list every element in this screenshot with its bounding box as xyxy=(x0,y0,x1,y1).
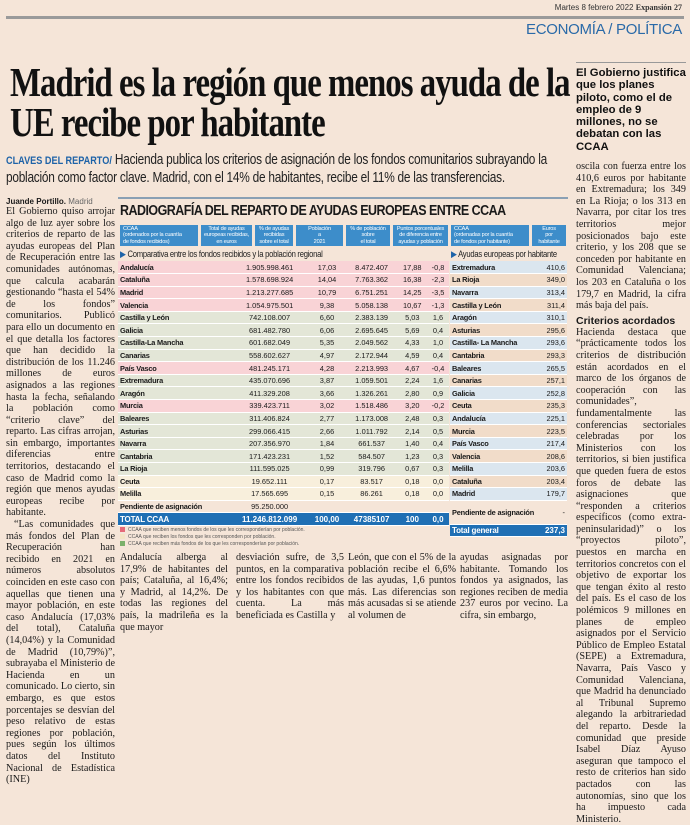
cell-ccaa: Cataluña xyxy=(450,475,541,488)
cell-ccaa: Andalucía xyxy=(118,261,231,274)
table-row xyxy=(118,261,449,274)
table-row xyxy=(118,425,449,438)
cell-pct-ayudas: 2,77 xyxy=(308,412,345,425)
cell-ayudas: 1.578.698.924 xyxy=(231,274,309,287)
right-column-p2: Hacienda destaca que “prácticamente todos los criterios de distribución están acordados en el marco de los órganos de cooperación con las comunidades”, fundamentalmente las conferencias sectoriales celebradas por los Ministerios con los territorios, si bien justifica que queden fuera de estos foros de debate las asignaciones que “responden a criterios específicos (como extra-peninsularidad)” o los “proyectos piloto”, puestos en marcha en territorios concretos con el objetivo de exportar los que tengan éxito al resto del país. Es el caso de los polémicos 9 millones en planes de empleo asignados por el Servicio Público de Empleo Estatal (SEPE) a Extremadura, Navarra, País Vasco y Comunidad Valenciana, que Madrid ha denunciado al Tribunal Supremo alegando la arbitrariedad del reparto. Desde la comunidad que preside Isabel Díaz Ayuso aseguran que tampoco el resto de criterios han sido pactados con las autonomías, sino que los ha impuesto cada Ministerio. xyxy=(576,326,686,825)
cell-euros: 208,6 xyxy=(541,450,567,463)
table-row xyxy=(450,475,567,488)
cell-euros: 179,7 xyxy=(541,488,567,501)
cell-poblacion: 2.695.645 xyxy=(346,324,398,337)
cell-poblacion: 2.383.139 xyxy=(346,311,398,324)
table-row xyxy=(450,337,567,350)
cell-pct-ayudas: 14,04 xyxy=(308,274,345,287)
cell-pct-poblacion: 10,67 xyxy=(398,299,427,312)
right-column-subheading: Criterios acordados xyxy=(576,314,676,327)
cell-poblacion: 47385107 xyxy=(346,513,398,526)
cell-ccaa: Melilla xyxy=(118,488,231,501)
cell-pct-poblacion: 17,88 xyxy=(398,261,427,274)
cell-poblacion: 1.059.501 xyxy=(346,374,398,387)
cell-euros: 293,6 xyxy=(541,337,567,350)
cell-pct-poblacion: 100 xyxy=(398,513,427,526)
cell-ccaa: Extremadura xyxy=(450,261,541,274)
table-row xyxy=(118,387,449,400)
cell-pct-ayudas: 4,97 xyxy=(308,349,345,362)
cell-pct-poblacion: 2,48 xyxy=(398,412,427,425)
cell-pct-ayudas: 0,17 xyxy=(308,475,345,488)
cell-pct-ayudas: 100,00 xyxy=(308,513,345,526)
cell-pct-ayudas: 5,35 xyxy=(308,337,345,350)
cell-diferencia: 0,3 xyxy=(427,463,449,476)
table-row xyxy=(118,475,449,488)
cell-ayudas: 311.406.824 xyxy=(231,412,309,425)
cell-pct-poblacion: 5,69 xyxy=(398,324,427,337)
triangle-icon: ▶ xyxy=(451,249,457,259)
cell-diferencia: 1,0 xyxy=(427,337,449,350)
main-table xyxy=(118,261,449,526)
table-row xyxy=(450,286,567,299)
cell-pct-ayudas: 6,60 xyxy=(308,311,345,324)
cell-ccaa: Ceuta xyxy=(450,400,541,413)
col-header-pct-poblacion: % de población sobre el total xyxy=(346,225,390,246)
cell-pct-ayudas: 3,87 xyxy=(308,374,345,387)
bottom-column-4: ayudas asignadas por habitante. Tomando los fondos ya asignados, las regiones reciben de media 237 euros por vecino. La cifra, sin embargo, xyxy=(460,552,568,621)
subheadline-text: Hacienda publica los criterios de asignación de los fondos comunitarios subrayando la población como factor clave. Madrid, con el 14% de habitantes, recibe el 11% de las transferencias. xyxy=(6,152,547,186)
cell-ccaa: Castilla- La Mancha xyxy=(450,337,541,350)
cell-pct-poblacion: 2,24 xyxy=(398,374,427,387)
cell-ayudas: 601.682.049 xyxy=(231,337,309,350)
legend-item-equal: CCAA que reciben los fondos que les corresponden por población. xyxy=(120,534,445,541)
table-row xyxy=(450,463,567,476)
table-subtitle: ▶ Comparativa entre los fondos recibidos y la población regional xyxy=(120,249,323,259)
table-row xyxy=(450,387,567,400)
cell-ccaa: Baleares xyxy=(118,412,231,425)
cell-pct-poblacion: 3,20 xyxy=(398,400,427,413)
cell-poblacion: 1.173.008 xyxy=(346,412,398,425)
cell-ccaa: Valencia xyxy=(450,450,541,463)
cell-euros: 310,1 xyxy=(541,311,567,324)
table-row xyxy=(118,463,449,476)
cell-diferencia: 0,0 xyxy=(427,475,449,488)
table-row xyxy=(118,400,449,413)
cell-ccaa: Navarra xyxy=(118,437,231,450)
cell-ayudas: 681.482.780 xyxy=(231,324,309,337)
table-row xyxy=(450,437,567,450)
col-header-poblacion: Población a 2021 xyxy=(296,225,343,246)
cell-ccaa: Total general xyxy=(450,524,541,537)
cell-ccaa: Galicia xyxy=(450,387,541,400)
cell-ayudas: 435.070.696 xyxy=(231,374,309,387)
table-row xyxy=(450,349,567,362)
cell-euros: 225,1 xyxy=(541,412,567,425)
cell-poblacion: 2.049.562 xyxy=(346,337,398,350)
dateline xyxy=(555,3,682,12)
table-row xyxy=(118,488,449,501)
triangle-icon: ▶ xyxy=(120,249,126,259)
cell-ayudas: 207.356.970 xyxy=(231,437,309,450)
cell-pct-ayudas: 0,99 xyxy=(308,463,345,476)
cell-pct-ayudas: 10,79 xyxy=(308,286,345,299)
cell-poblacion: 7.763.362 xyxy=(346,274,398,287)
cell-poblacion: 1.326.261 xyxy=(346,387,398,400)
table-row xyxy=(118,412,449,425)
cell-euros: 252,8 xyxy=(541,387,567,400)
cell-poblacion xyxy=(346,500,398,513)
cell-ccaa: Cataluña xyxy=(118,274,231,287)
cell-ccaa: Ceuta xyxy=(118,475,231,488)
table-row xyxy=(450,261,567,274)
col-header-euros: Euros por habitante xyxy=(532,225,566,246)
cell-ccaa: Galicia xyxy=(118,324,231,337)
col-header-ayudas: Total de ayudas europeas recibidas, en euros xyxy=(201,225,252,246)
cell-diferencia: 0,4 xyxy=(427,324,449,337)
legend-swatch xyxy=(120,527,125,532)
table-row xyxy=(118,324,449,337)
table-row xyxy=(118,500,449,513)
headline-block xyxy=(6,59,570,187)
headline: Madrid es la región que menos ayuda de la UE recibe por habitante xyxy=(10,59,570,145)
cell-ccaa: Extremadura xyxy=(118,374,231,387)
cell-diferencia: 1,6 xyxy=(427,311,449,324)
cell-ccaa: Baleares xyxy=(450,362,541,375)
table-row xyxy=(450,412,567,425)
cell-poblacion: 584.507 xyxy=(346,450,398,463)
table-row xyxy=(450,500,567,524)
cell-poblacion: 6.751.251 xyxy=(346,286,398,299)
cell-ccaa: Aragón xyxy=(118,387,231,400)
cell-ayudas: 339.423.711 xyxy=(231,400,309,413)
legend-swatch xyxy=(120,541,125,546)
cell-ccaa: Asturias xyxy=(450,324,541,337)
cell-ccaa: Cantabria xyxy=(450,349,541,362)
cell-ayudas: 111.595.025 xyxy=(231,463,309,476)
bottom-column-1: Andalucía alberga al 17,9% de habitantes del país; Cataluña, al 16,4%; y Madrid, al 14,2%. De todas las regiones del país, la madrileña es la que mayor xyxy=(120,552,228,633)
table-row xyxy=(118,274,449,287)
table-row xyxy=(450,362,567,375)
table-row xyxy=(450,425,567,438)
cell-poblacion: 2.172.944 xyxy=(346,349,398,362)
cell-diferencia: -2,3 xyxy=(427,274,449,287)
cell-euros: 217,4 xyxy=(541,437,567,450)
cell-ccaa: Murcia xyxy=(118,400,231,413)
cell-pct-ayudas: 1,52 xyxy=(308,450,345,463)
cell-pct-poblacion: 4,67 xyxy=(398,362,427,375)
cell-pct-ayudas: 9,38 xyxy=(308,299,345,312)
cell-pct-poblacion: 16,38 xyxy=(398,274,427,287)
table-row xyxy=(118,337,449,350)
cell-ayudas: 95.250.000 xyxy=(231,500,309,513)
cell-euros: 235,3 xyxy=(541,400,567,413)
cell-poblacion: 5.058.138 xyxy=(346,299,398,312)
cell-poblacion: 83.517 xyxy=(346,475,398,488)
cell-diferencia: 0,3 xyxy=(427,450,449,463)
cell-ayudas: 481.245.171 xyxy=(231,362,309,375)
table-legend xyxy=(120,527,445,548)
paper-name: Expansión xyxy=(635,3,672,12)
table-row xyxy=(450,400,567,413)
bottom-column-2: desviación sufre, de 3,5 puntos, en la comparativa entre los fondos recibidos y los habitantes con que cuenta. La más beneficiada es Castilla y xyxy=(236,552,344,621)
table-row xyxy=(118,349,449,362)
cell-ccaa: Melilla xyxy=(450,463,541,476)
table-row xyxy=(450,324,567,337)
cell-poblacion: 319.796 xyxy=(346,463,398,476)
cell-pct-poblacion: 1,23 xyxy=(398,450,427,463)
cell-diferencia: -1,3 xyxy=(427,299,449,312)
cell-ccaa: Madrid xyxy=(450,488,541,501)
cell-pct-ayudas: 2,66 xyxy=(308,425,345,438)
place: Madrid xyxy=(68,197,93,206)
left-column xyxy=(6,197,115,786)
cell-ccaa: País Vasco xyxy=(118,362,231,375)
table-row xyxy=(450,299,567,312)
cell-diferencia: -0,4 xyxy=(427,362,449,375)
cell-ccaa: Andalucía xyxy=(450,412,541,425)
cell-pct-poblacion: 4,59 xyxy=(398,349,427,362)
cell-ayudas: 11.246.812.099 xyxy=(231,513,309,526)
cell-ccaa: Pendiente de asignación xyxy=(118,500,231,513)
cell-euros: 237,3 xyxy=(541,524,567,537)
cell-ayudas: 19.652.111 xyxy=(231,475,309,488)
cell-ayudas: 1.054.975.501 xyxy=(231,299,309,312)
cell-ayudas: 1.905.998.461 xyxy=(231,261,309,274)
cell-euros: 313,4 xyxy=(541,286,567,299)
cell-diferencia: -0,2 xyxy=(427,400,449,413)
cell-ccaa: La Rioja xyxy=(450,274,541,287)
legend-swatch xyxy=(120,534,125,539)
cell-ccaa: Valencia xyxy=(118,299,231,312)
cell-diferencia: -3,5 xyxy=(427,286,449,299)
cell-pct-poblacion: 0,18 xyxy=(398,488,427,501)
cell-ccaa: Madrid xyxy=(118,286,231,299)
cell-ccaa: Cantabria xyxy=(118,450,231,463)
cell-pct-ayudas xyxy=(308,500,345,513)
cell-ayudas: 17.565.695 xyxy=(231,488,309,501)
table-row xyxy=(450,311,567,324)
cell-ayudas: 171.423.231 xyxy=(231,450,309,463)
cell-diferencia: -0,8 xyxy=(427,261,449,274)
cell-euros: 311,4 xyxy=(541,299,567,312)
cell-pct-ayudas: 6,06 xyxy=(308,324,345,337)
cell-diferencia: 0,9 xyxy=(427,387,449,400)
page-number: 27 xyxy=(674,3,682,12)
section-label: ECONOMÍA / POLÍTICA xyxy=(526,21,682,38)
cell-ccaa: Canarias xyxy=(450,374,541,387)
table-row xyxy=(118,286,449,299)
cell-ayudas: 742.108.007 xyxy=(231,311,309,324)
table-rule xyxy=(118,197,568,199)
cell-poblacion: 2.213.993 xyxy=(346,362,398,375)
cell-pct-ayudas: 17,03 xyxy=(308,261,345,274)
legend-item-less: CCAA que reciben menos fondos de los que les corresponderían por población. xyxy=(120,527,445,534)
cell-diferencia: 0,4 xyxy=(427,349,449,362)
right-column-p1: oscila con fuerza entre los 410,6 euros por habitante en Extremadura; los 349 en La Rioja; o los 313 en Navarra, por citar los tres territorios mejor posicionados bajo este criterio, y los 208 que se conceden por habitante en Comunidad Valenciana; los 203 en Cataluña o los 179,7 en Madrid, la cifra más baja del país. xyxy=(576,161,686,312)
cell-pct-poblacion: 1,40 xyxy=(398,437,427,450)
table-row xyxy=(118,513,449,526)
cell-euros: 203,6 xyxy=(541,463,567,476)
cell-ccaa: Aragón xyxy=(450,311,541,324)
cell-diferencia xyxy=(427,500,449,513)
cell-ccaa: País Vasco xyxy=(450,437,541,450)
cell-pct-poblacion: 14,25 xyxy=(398,286,427,299)
cell-ccaa: Canarias xyxy=(118,349,231,362)
table-row xyxy=(450,450,567,463)
cell-ccaa: Murcia xyxy=(450,425,541,438)
cell-ayudas: 1.213.277.685 xyxy=(231,286,309,299)
cell-pct-ayudas: 4,28 xyxy=(308,362,345,375)
col-header-ccaa: CCAA (ordenados por la cuantía de fondos recibidos) xyxy=(120,225,198,246)
table-row xyxy=(118,374,449,387)
subheadline xyxy=(6,152,570,187)
table-row xyxy=(450,488,567,501)
byline xyxy=(6,197,115,206)
cell-diferencia: 0,4 xyxy=(427,437,449,450)
header-rule xyxy=(6,16,684,19)
cell-poblacion: 661.537 xyxy=(346,437,398,450)
cell-pct-ayudas: 1,84 xyxy=(308,437,345,450)
kicker: CLAVES DEL REPARTO/ xyxy=(6,155,112,167)
cell-poblacion: 8.472.407 xyxy=(346,261,398,274)
cell-ccaa: TOTAL CCAA xyxy=(118,513,231,526)
cell-pct-poblacion: 0,18 xyxy=(398,475,427,488)
table-row xyxy=(118,450,449,463)
cell-diferencia: 0,0 xyxy=(427,488,449,501)
date: Martes 8 febrero 2022 xyxy=(554,3,634,12)
table-row xyxy=(118,299,449,312)
cell-ccaa: La Rioja xyxy=(118,463,231,476)
cell-ccaa: Navarra xyxy=(450,286,541,299)
cell-euros: 223,5 xyxy=(541,425,567,438)
cell-poblacion: 1.518.486 xyxy=(346,400,398,413)
table-row xyxy=(118,362,449,375)
right-column xyxy=(576,62,686,825)
cell-euros: 295,6 xyxy=(541,324,567,337)
cell-diferencia: 0,0 xyxy=(427,513,449,526)
cell-ccaa: Castilla-La Mancha xyxy=(118,337,231,350)
table-row xyxy=(118,311,449,324)
cell-ayudas: 558.602.627 xyxy=(231,349,309,362)
cell-diferencia: 0,5 xyxy=(427,425,449,438)
legend-item-more: CCAA que reciben más fondos de los que les corresponderían por población. xyxy=(120,541,445,548)
cell-ccaa: Asturias xyxy=(118,425,231,438)
cell-diferencia: 1,6 xyxy=(427,374,449,387)
cell-ccaa: Pendiente de asignación xyxy=(450,500,541,524)
table-title: RADIOGRAFÍA DEL REPARTO DE AYUDAS EUROPEAS ENTRE CCAA xyxy=(120,203,506,219)
table-row xyxy=(450,274,567,287)
col-header-ccaa-habitante: CCAA (ordenadas por la cuantía de fondos por habitante) xyxy=(451,225,529,246)
cell-pct-ayudas: 3,66 xyxy=(308,387,345,400)
cell-ccaa: Castilla y León xyxy=(118,311,231,324)
cell-euros: 349,0 xyxy=(541,274,567,287)
bottom-column-3: León, que con el 5% de la población recibe el 6,6% de las ayudas, 1,6 puntos más. Las diferencias son más acusadas si se atiende al volumen de xyxy=(348,552,456,621)
cell-diferencia: 0,3 xyxy=(427,412,449,425)
col-header-diferencia: Puntos porcentuales de diferencia entre ayudas y población xyxy=(393,225,448,246)
cell-ayudas: 299.066.415 xyxy=(231,425,309,438)
cell-euros: 257,1 xyxy=(541,374,567,387)
cell-euros: - xyxy=(541,500,567,524)
author: Juande Portillo. xyxy=(6,197,67,206)
cell-euros: 203,4 xyxy=(541,475,567,488)
table-row xyxy=(450,524,567,537)
cell-pct-poblacion: 4,33 xyxy=(398,337,427,350)
cell-pct-poblacion: 5,03 xyxy=(398,311,427,324)
right-table-subtitle: ▶ Ayudas europeas por habitante xyxy=(451,249,557,259)
sidebar-headline: El Gobierno justifica que los planes piloto, como el de empleo de 9 millones, no se debatan con las CCAA xyxy=(576,62,686,153)
cell-ccaa: Castilla y León xyxy=(450,299,541,312)
col-header-pct-ayudas: % de ayudas recibidas sobre el total xyxy=(255,225,293,246)
cell-euros: 265,5 xyxy=(541,362,567,375)
table-row xyxy=(450,374,567,387)
cell-pct-poblacion: 2,14 xyxy=(398,425,427,438)
cell-pct-poblacion: 2,80 xyxy=(398,387,427,400)
cell-pct-ayudas: 0,15 xyxy=(308,488,345,501)
cell-euros: 293,3 xyxy=(541,349,567,362)
cell-pct-poblacion: 0,67 xyxy=(398,463,427,476)
cell-poblacion: 86.261 xyxy=(346,488,398,501)
cell-pct-poblacion xyxy=(398,500,427,513)
cell-poblacion: 1.011.792 xyxy=(346,425,398,438)
left-column-p2: “Las comunidades que más fondos del Plan de Recuperación han recibido en 2021 en números absolutos coinciden en este caso con aquellas que tienen una mayor población, en este caso Andalucía (17,03% del total), Cataluña (14,04%) y la Comunidad de Madrid (10,79%)”, subrayaba el Ministerio de Hacienda en un comunicado. Lo cierto, sin embargo, es que estos porcentajes se desvían del peso relativo de estas regiones por población, pues según los últimos datos del Instituto Nacional de Estadística (INE) xyxy=(6,519,115,786)
cell-euros: 410,6 xyxy=(541,261,567,274)
table-row xyxy=(118,437,449,450)
cell-pct-ayudas: 3,02 xyxy=(308,400,345,413)
per-capita-table xyxy=(450,261,567,537)
cell-ayudas: 411.329.208 xyxy=(231,387,309,400)
left-column-p1: El Gobierno quiso arrojar algo de luz ayer sobre los criterios de reparto de las ayudas europeas del Plan de Recuperación entre las comunidades autónomas, que calcula acabarán gestionando “hasta el 54% de los fondos” comunitarios. Publicó para ello un documento en el que detalla los factores que han decidido la distribución de los 11.246 millones de euros asignados a las regiones hasta la fecha, señalando la población como “criterio clave” del reparto. Las cifras arrojan, sin embargo, importantes diferencias entre territorios, destacando el caso de Madrid como la región que menos ayudas europeas recibe por habitante. xyxy=(6,206,115,519)
